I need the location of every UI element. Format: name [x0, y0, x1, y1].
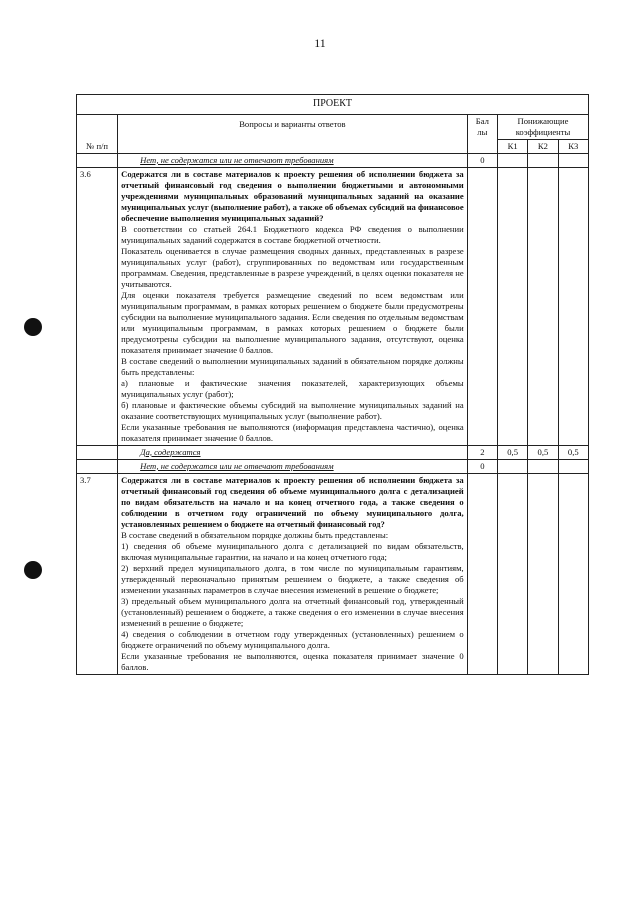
question-paragraph: В составе сведений в обязательном порядке должны быть представлены: — [121, 529, 389, 540]
question-paragraph: В соответствии со статьей 264.1 Бюджетного кодекса РФ сведения о выполнении муниципальных заданий содержатся в составе бюджетной отчетности. — [121, 223, 464, 245]
question-paragraph: Если указанные требования не выполняются, оценка показателя принимает значение 0 баллов. — [121, 650, 464, 672]
question-paragraph: 1) сведения об объеме муниципального долга с детализацией по видам обязательств, включая муниципальные гарантии, на начало и на конец отчетного года; — [121, 540, 464, 562]
header-coefficients: Понижающие коэффициенты — [497, 114, 588, 139]
answer-option: Нет, не содержатся или не отвечают требованиям — [118, 459, 468, 473]
assessment-table — [76, 94, 589, 675]
question-paragraph: 3) предельный объем муниципального долга на отчетный финансовый год, утвержденный (установленный) решением о бюджете, а также сведения о его изменении в случае внесения изменений в решение о бюджете; — [121, 595, 464, 628]
answer-option: Да, содержатся — [118, 445, 468, 459]
question-number: 3.6 — [77, 167, 118, 445]
answer-points: 0 — [467, 153, 497, 167]
header-k1: К1 — [497, 139, 527, 153]
question-paragraph: Если указанные требования не выполняются (информация представлена частично), оценка показателя принимает значение 0 баллов. — [121, 421, 464, 443]
coefficient-k2: 0,5 — [528, 445, 558, 459]
table-row — [77, 445, 589, 459]
question-title: Содержатся ли в составе материалов к проекту решения об исполнении бюджета за отчетный финансовый год сведения об объеме муниципального долга с детализацией по видам обязательств на начало и на конец отчетного года, а также сведения о соблюдении в отчетном году ограничений по объему муниципального долга, установленных решением о бюджете на отчетный финансовый год? — [121, 474, 464, 529]
question-number: 3.7 — [77, 473, 118, 674]
header-k3: К3 — [558, 139, 588, 153]
answer-points: 2 — [467, 445, 497, 459]
question-paragraph: 4) сведения о соблюдении в отчетном году утвержденных (установленных) решением о бюджете ограничений по объему муниципального долга. — [121, 628, 464, 650]
table-row — [77, 459, 589, 473]
question-body — [118, 167, 468, 445]
question-paragraph: Показатель оценивается в случае размещения сводных данных, представленных в разрезе муниципальных услуг (работ), сгруппированных по ведомствам или государственным программам. Сведения, представленные в разрезе учреждений, в целях оценки показателя не учитываются. — [121, 245, 464, 289]
header-points: Бал лы — [467, 114, 497, 153]
header-questions: Вопросы и варианты ответов — [118, 114, 468, 153]
question-title: Содержатся ли в составе материалов к проекту решения об исполнении бюджета за отчетный финансовый год сведения о выполнении бюджетными и автономными учреждениями муниципальных образований муниципальных заданий на оказание муниципальных услуг (выполнение работ), а также об объемах субсидий на финансовое обеспечение выполнения муниципальных заданий? — [121, 168, 464, 223]
question-paragraph: Для оценки показателя требуется размещение сведений по всем ведомствам или муниципальным программам, в рамках которых решением о бюджете были предусмотрены субсидии на выполнение муниципального задания. Если сведения по отдельным ведомствам или муниципальным программам, в рамках которых решением о бюджете были предусмотрены субсидии на выполнение муниципального задания, отсутствуют, оценка показателя принимает значение 0 баллов. — [121, 289, 464, 355]
header-num: № п/п — [77, 114, 118, 153]
table-title: ПРОЕКТ — [77, 95, 589, 115]
table-row — [77, 473, 589, 674]
header-k2: К2 — [528, 139, 558, 153]
table-row — [77, 167, 589, 445]
table-row — [77, 153, 589, 167]
answer-points: 0 — [467, 459, 497, 473]
question-paragraph: б) плановые и фактические объемы субсидий на выполнение муниципальных заданий на оказание соответствующих муниципальных услуг (выполнение работ). — [121, 399, 464, 421]
answer-option: Нет, не содержатся или не отвечают требованиям — [118, 153, 468, 167]
coefficient-k3: 0,5 — [558, 445, 588, 459]
page-number: 11 — [314, 36, 326, 50]
question-body — [118, 473, 468, 674]
question-paragraph: а) плановые и фактические значения показателей, характеризующих объемы муниципальных услуг (работ); — [121, 377, 464, 399]
binder-hole — [24, 318, 42, 336]
binder-hole — [24, 561, 42, 579]
question-paragraph: В составе сведений о выполнении муниципальных заданий в обязательном порядке должны быть представлены: — [121, 355, 464, 377]
coefficient-k1: 0,5 — [497, 445, 527, 459]
question-paragraph: 2) верхний предел муниципального долга, в том числе по муниципальным гарантиям, утвержденный первоначально принятым решением о бюджете, а также сведения об изменении указанных параметров в случае внесения изменений в решение о бюджете; — [121, 562, 464, 595]
